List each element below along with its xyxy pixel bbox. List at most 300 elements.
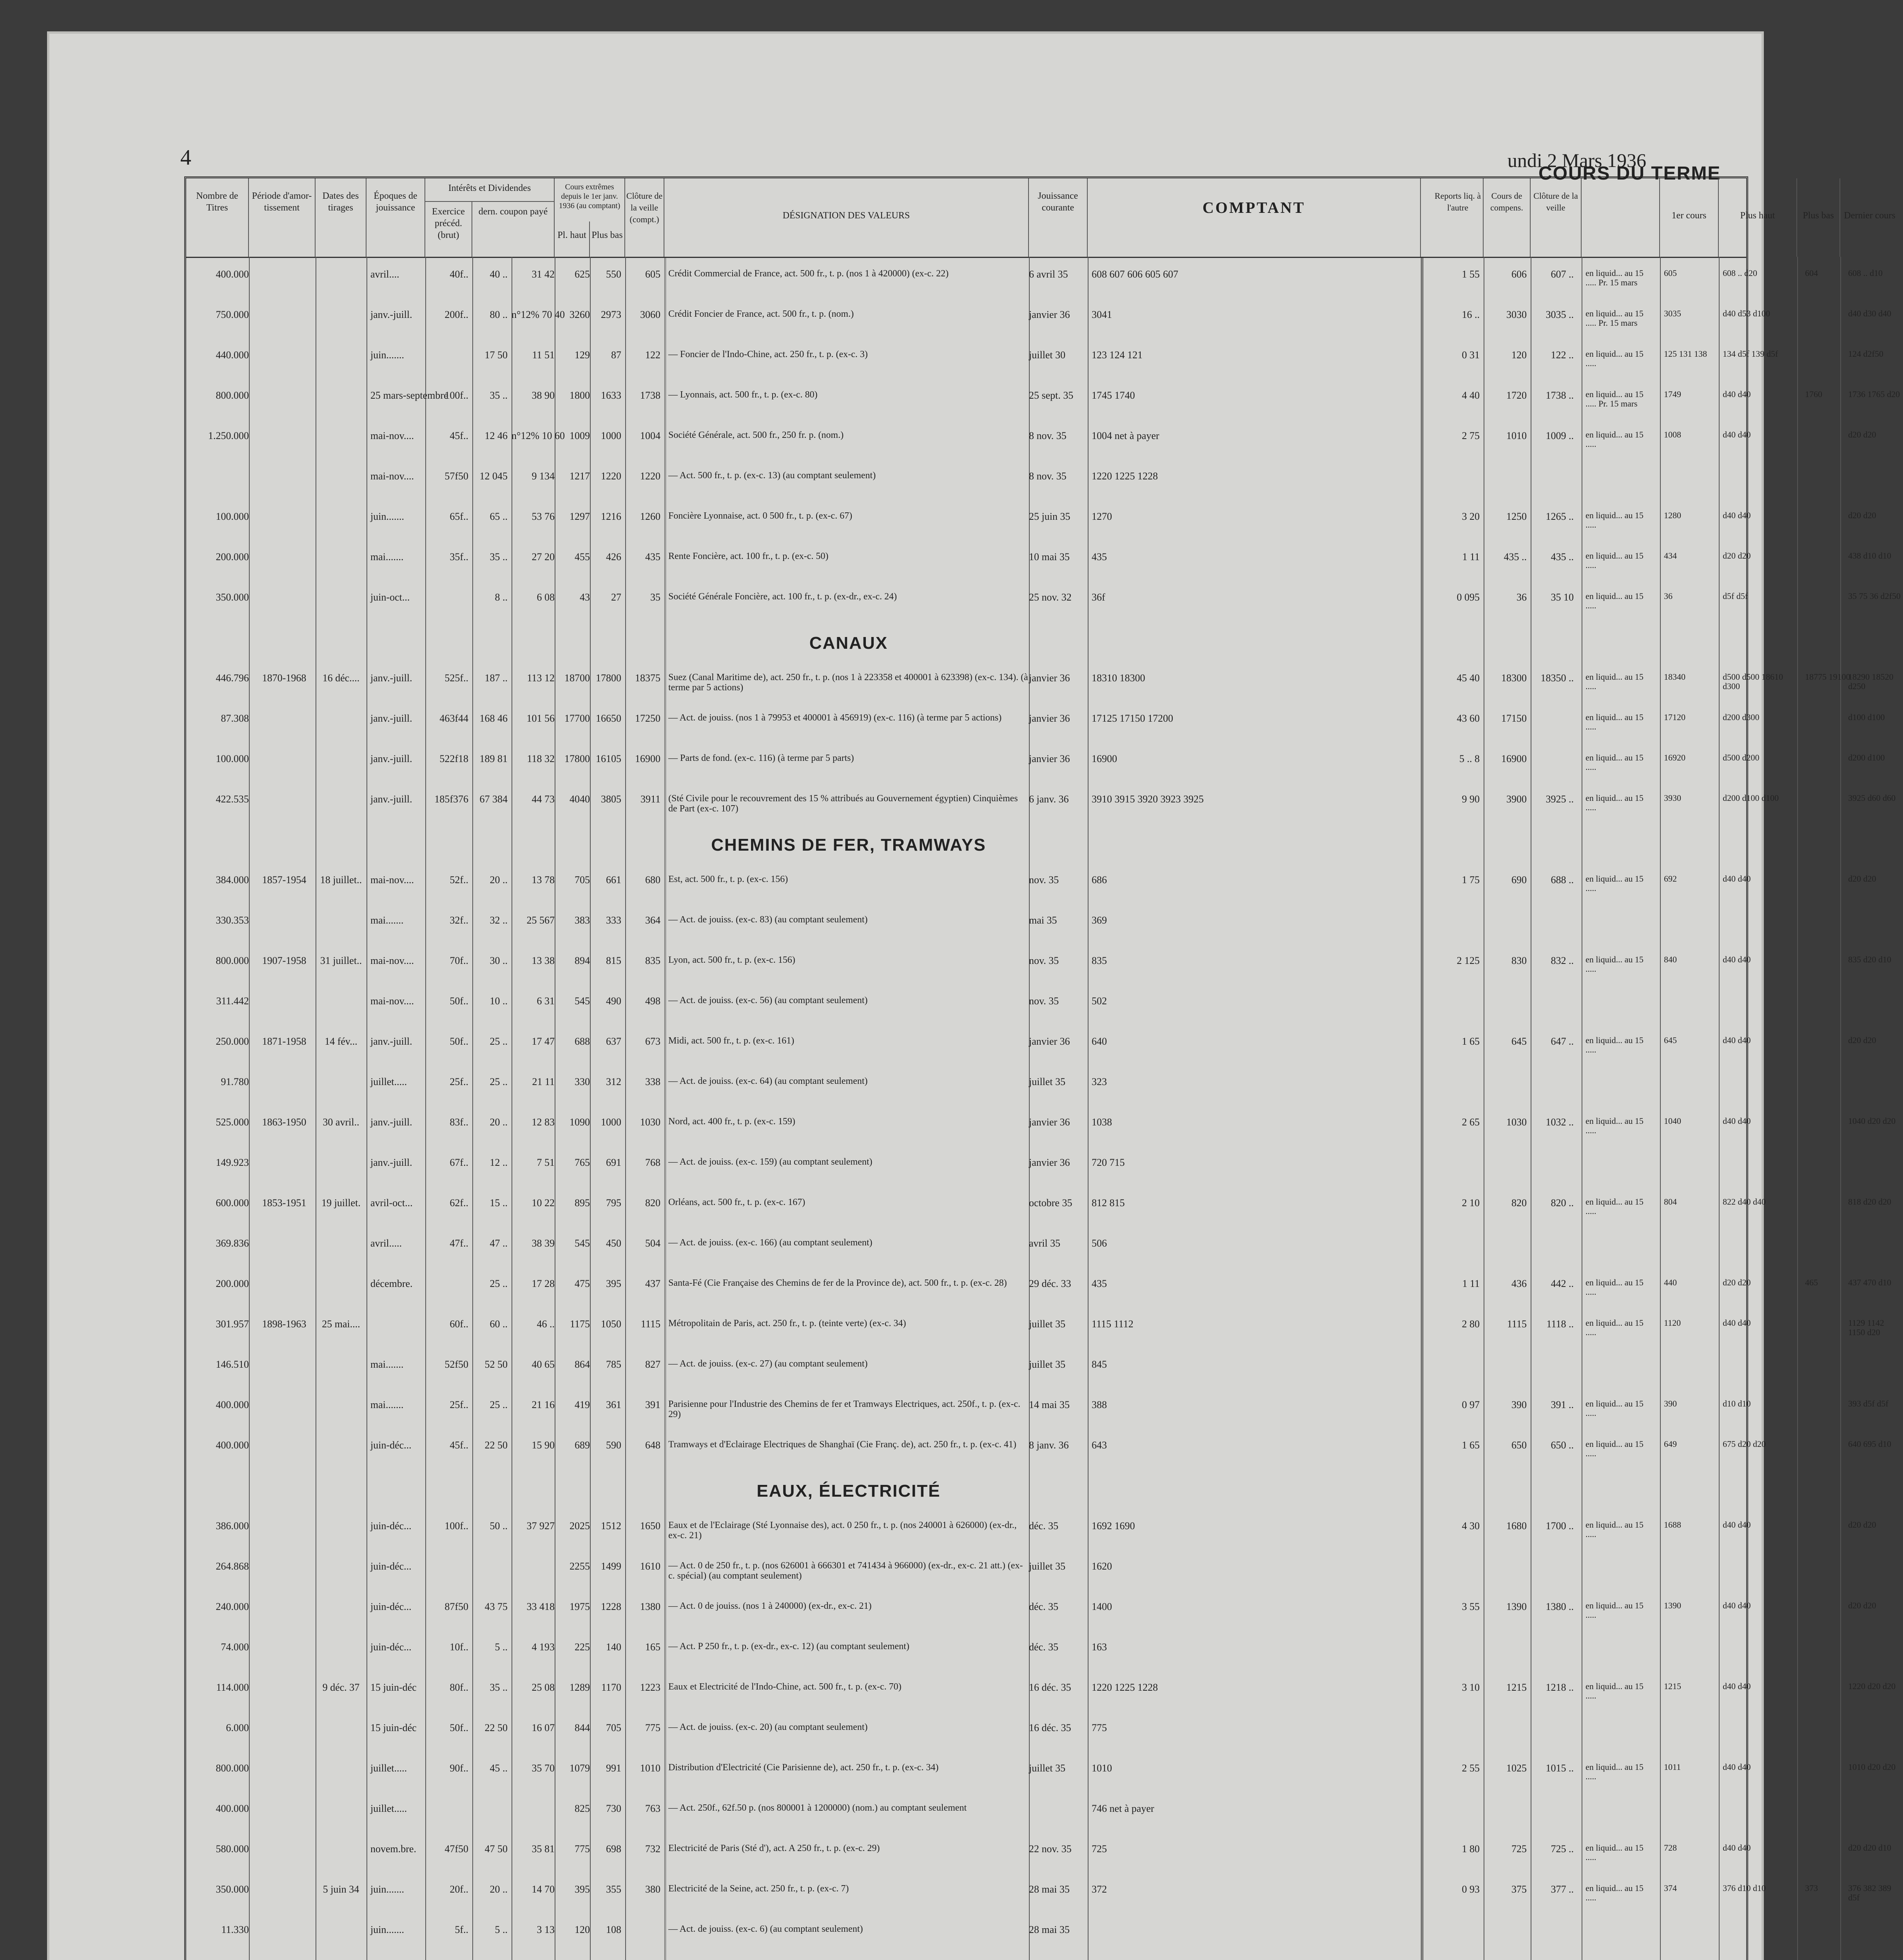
cell-rep: 2 125 bbox=[1457, 955, 1480, 966]
cell-dc: 835 d20 d10 bbox=[1848, 955, 1891, 964]
cell-ph: d40 d40 bbox=[1723, 1843, 1751, 1853]
cell-epo: mai-nov.... bbox=[370, 955, 414, 966]
cell-com: 1115 bbox=[1507, 1318, 1527, 1330]
cell-des: — Act. de jouiss. (ex-c. 166) (au comptant seulement) bbox=[668, 1238, 873, 1248]
cell-hi: 705 bbox=[575, 874, 590, 886]
cell-vei: 832 .. bbox=[1551, 955, 1574, 966]
header-dates: Dates des tirages bbox=[316, 178, 366, 257]
cell-vei: 3035 .. bbox=[1546, 309, 1574, 320]
cell-t1: 1008 bbox=[1664, 430, 1681, 439]
cell-lo: 426 bbox=[606, 551, 621, 563]
cell-brut: 32 .. bbox=[490, 915, 508, 926]
header-pl-haut: Pl. haut bbox=[555, 221, 590, 257]
cell-hi: 775 bbox=[575, 1843, 590, 1855]
cell-net: 10 22 bbox=[532, 1197, 555, 1209]
cell-int: 80f.. bbox=[450, 1682, 468, 1693]
cell-cpt: 835 bbox=[1092, 955, 1107, 966]
cell-int: 87f50 bbox=[444, 1601, 468, 1612]
cell-t1: 18340 bbox=[1664, 672, 1685, 682]
cell-clo: 1115 bbox=[640, 1318, 660, 1330]
cell-cpt: 3041 bbox=[1092, 309, 1112, 320]
cell-com: 375 bbox=[1511, 1884, 1527, 1895]
cell-nom: 114.000 bbox=[216, 1682, 249, 1693]
cell-nom: 400.000 bbox=[216, 1803, 249, 1814]
cell-vei: 1015 .. bbox=[1546, 1762, 1574, 1774]
cell-dc: 608 .. d10 bbox=[1848, 268, 1883, 278]
cell-net: 25 08 bbox=[532, 1682, 555, 1693]
cell-t1: 3035 bbox=[1664, 309, 1681, 318]
table-row bbox=[186, 268, 1883, 309]
cell-int: 20f.. bbox=[450, 1884, 468, 1895]
cell-rep: 1 55 bbox=[1462, 269, 1480, 280]
cell-vei: 1218 .. bbox=[1546, 1682, 1574, 1693]
cell-des: Midi, act. 500 fr., t. p. (ex-c. 161) bbox=[668, 1036, 795, 1046]
cell-com: 36 bbox=[1517, 592, 1527, 603]
cell-com: 3900 bbox=[1506, 793, 1527, 805]
cell-jou: 10 mai 35 bbox=[1029, 551, 1070, 563]
cell-clo: 380 bbox=[645, 1884, 660, 1895]
cell-hi: 43 bbox=[580, 592, 590, 603]
cell-rep: 0 97 bbox=[1462, 1399, 1480, 1410]
cell-dc: 818 d20 d20 bbox=[1848, 1197, 1891, 1207]
cell-lo: 1216 bbox=[601, 511, 621, 522]
cell-des: — Act. 250f., 62f.50 p. (nos 800001 à 1200000) (nom.) au comptant seulement bbox=[668, 1803, 967, 1813]
cell-int: 10f.. bbox=[450, 1641, 468, 1653]
cell-nom: 87.308 bbox=[221, 713, 249, 724]
cell-lo: 1512 bbox=[601, 1520, 621, 1532]
cell-clo: 435 bbox=[645, 551, 660, 563]
cell-brut: 80 .. bbox=[490, 309, 508, 320]
cell-lo: 785 bbox=[606, 1359, 621, 1370]
cell-nom: 1.250.000 bbox=[208, 430, 249, 441]
cell-nom: 240.000 bbox=[216, 1601, 249, 1612]
cell-lo: 1050 bbox=[601, 1318, 621, 1330]
cell-des: — Parts de fond. (ex-c. 116) (à terme par 5 parts) bbox=[668, 753, 854, 763]
cell-ph: d40 d40 bbox=[1723, 1035, 1751, 1045]
cell-lbl: en liquid... au 15 ..... bbox=[1586, 712, 1644, 731]
cell-epo: mai....... bbox=[370, 1359, 404, 1370]
cell-rep: 1 65 bbox=[1462, 1439, 1480, 1451]
cell-vei: 688 .. bbox=[1551, 874, 1574, 886]
cell-des: — Act. de jouiss. (ex-c. 6) (au comptant seulement) bbox=[668, 1924, 863, 1934]
table-row bbox=[186, 1278, 1891, 1318]
cell-hi: 864 bbox=[575, 1359, 590, 1370]
cell-des: Crédit Commercial de France, act. 500 fr., t. p. (nos 1 à 420000) (ex-c. 22) bbox=[668, 269, 949, 279]
cell-int: 100f.. bbox=[444, 390, 468, 401]
cell-hi: 1289 bbox=[570, 1682, 590, 1693]
cell-brut: 60 .. bbox=[490, 1318, 508, 1330]
cell-lbl: en liquid... au 15 ..... bbox=[1586, 1035, 1644, 1054]
cell-com: 17150 bbox=[1501, 713, 1527, 724]
cell-epo: juin-déc... bbox=[370, 1641, 412, 1653]
cell-hi: 688 bbox=[575, 1036, 590, 1047]
cell-brut: 47 50 bbox=[484, 1843, 508, 1855]
cell-clo: 35 bbox=[650, 592, 660, 603]
cell-cpt: 643 bbox=[1092, 1439, 1107, 1451]
cell-vei: 647 .. bbox=[1551, 1036, 1574, 1047]
cell-net: 12 83 bbox=[532, 1116, 555, 1128]
cell-vei: 1700 .. bbox=[1546, 1520, 1574, 1532]
header-jouissance: Jouissance courante bbox=[1029, 178, 1088, 257]
cell-dc: 3925 d60 d60 bbox=[1848, 793, 1896, 803]
newspaper-page bbox=[47, 31, 1901, 1960]
cell-vei: 3925 .. bbox=[1546, 793, 1574, 805]
cell-cpt: 372 bbox=[1092, 1884, 1107, 1895]
cell-com: 436 bbox=[1511, 1278, 1527, 1289]
cell-lo: 140 bbox=[606, 1641, 621, 1653]
cell-brut: 12 045 bbox=[479, 470, 508, 482]
cell-des: Nord, act. 400 fr., t. p. (ex-c. 159) bbox=[668, 1116, 795, 1127]
table-row bbox=[186, 753, 1885, 793]
cell-dc: 1129 1142 1150 d20 bbox=[1848, 1318, 1884, 1337]
cell-net: 38 90 bbox=[532, 390, 555, 401]
cell-t1: 125 131 138 bbox=[1664, 349, 1707, 359]
cell-hi: 17800 bbox=[564, 753, 590, 764]
cell-brut: 43 75 bbox=[484, 1601, 508, 1612]
cell-lbl: en liquid... au 15 ..... bbox=[1586, 1116, 1644, 1135]
cell-hi: 545 bbox=[575, 1238, 590, 1249]
cell-cpt: 720 715 bbox=[1092, 1157, 1125, 1168]
cell-net: 13 38 bbox=[532, 955, 555, 966]
cell-epo: janv.-juill. bbox=[370, 713, 412, 724]
cell-int: 32f.. bbox=[450, 915, 468, 926]
cell-t1: 1040 bbox=[1664, 1116, 1681, 1126]
cell-dc: 393 d5f d5f bbox=[1848, 1399, 1888, 1408]
cell-lbl: en liquid... au 15 ..... bbox=[1586, 1681, 1644, 1700]
rule bbox=[1840, 257, 1841, 1960]
cell-des: Electricité de la Seine, act. 250 fr., t. p. (ex-c. 7) bbox=[668, 1884, 849, 1894]
cell-lo: 1170 bbox=[601, 1682, 621, 1693]
table-row bbox=[186, 1035, 1876, 1076]
cell-clo: 732 bbox=[645, 1843, 660, 1855]
cell-ph: d40 d40 bbox=[1723, 510, 1751, 520]
cell-epo: juillet..... bbox=[370, 1076, 407, 1087]
cell-dat: 31 juillet.. bbox=[320, 955, 362, 966]
cell-int: 45f.. bbox=[450, 1439, 468, 1451]
cell-hi: 1079 bbox=[570, 1762, 590, 1774]
cell-lo: 450 bbox=[606, 1238, 621, 1249]
cell-jou: janvier 36 bbox=[1029, 753, 1070, 764]
cell-int: 83f.. bbox=[450, 1116, 468, 1128]
table-row bbox=[186, 591, 1901, 632]
table-row bbox=[186, 874, 1876, 915]
cell-cpt: 1038 bbox=[1092, 1116, 1112, 1128]
cell-ph: d40 d40 bbox=[1723, 1762, 1751, 1772]
table-row bbox=[186, 712, 1885, 753]
cell-epo: mai....... bbox=[370, 1399, 404, 1410]
cell-rep: 0 31 bbox=[1462, 349, 1480, 361]
cell-lbl: en liquid... au 15 ..... bbox=[1586, 1843, 1644, 1862]
cell-per: 1857-1954 bbox=[262, 874, 307, 886]
cell-epo: janv.-juill. bbox=[370, 1036, 412, 1047]
cell-des: Suez (Canal Maritime de), act. 250 fr., t. p. (nos 1 à 223358 et 400001 à 623398) (ex-c. 134). (à terme par 5 actions) bbox=[668, 672, 1028, 693]
cell-lo: 590 bbox=[606, 1439, 621, 1451]
cell-lbl: en liquid... au 15 ..... bbox=[1586, 1883, 1644, 1902]
cell-epo: juin....... bbox=[370, 511, 404, 522]
cours-du-terme-title: COURS DU TERME bbox=[1538, 163, 1721, 184]
cell-ph: d500 d200 bbox=[1723, 753, 1760, 762]
cell-epo: mai....... bbox=[370, 551, 404, 563]
cell-lo: 1633 bbox=[601, 390, 621, 401]
cell-brut: 168 46 bbox=[479, 713, 508, 724]
cell-dc: 35 75 36 d2f50 bbox=[1848, 591, 1901, 601]
cell-dc: d40 d30 d40 bbox=[1848, 309, 1891, 318]
cell-nom: 330.353 bbox=[216, 915, 249, 926]
cell-clo: 165 bbox=[645, 1641, 660, 1653]
cell-jou: 29 déc. 33 bbox=[1029, 1278, 1071, 1289]
cell-jou: juillet 35 bbox=[1029, 1076, 1066, 1087]
cell-dat: 30 avril.. bbox=[323, 1116, 359, 1128]
cell-brut: 35 .. bbox=[490, 551, 508, 563]
cell-clo: 648 bbox=[645, 1439, 660, 1451]
cell-brut: 35 .. bbox=[490, 390, 508, 401]
cell-net: 13 78 bbox=[532, 874, 555, 886]
cell-dc: d20 d20 bbox=[1848, 510, 1876, 520]
table-row bbox=[186, 1561, 1746, 1601]
cell-vei: 1738 .. bbox=[1546, 390, 1574, 401]
table-row bbox=[186, 793, 1896, 834]
cell-net: 27 20 bbox=[532, 551, 555, 563]
cell-lbl: en liquid... au 15 ..... bbox=[1586, 1197, 1644, 1216]
cell-jou: 22 nov. 35 bbox=[1029, 1843, 1072, 1855]
cell-lbl: en liquid... au 15 ..... bbox=[1586, 591, 1644, 610]
cell-nom: 6.000 bbox=[226, 1722, 249, 1733]
cell-hi: 895 bbox=[575, 1197, 590, 1209]
cell-clo: 437 bbox=[645, 1278, 660, 1289]
cell-cpt: 323 bbox=[1092, 1076, 1107, 1087]
cell-hi: 1975 bbox=[570, 1601, 590, 1612]
cell-des: — Act. de jouiss. (ex-c. 27) (au comptant seulement) bbox=[668, 1359, 868, 1369]
cell-t1: 728 bbox=[1664, 1843, 1677, 1853]
cell-clo: 1610 bbox=[640, 1561, 660, 1572]
cell-jou: janvier 36 bbox=[1029, 1116, 1070, 1128]
cell-int: 50f.. bbox=[450, 1036, 468, 1047]
cell-lo: 1000 bbox=[601, 1116, 621, 1128]
cell-pb: 465 bbox=[1805, 1278, 1818, 1287]
cell-dc: 437 470 d10 bbox=[1848, 1278, 1891, 1287]
cell-int: 50f.. bbox=[450, 1722, 468, 1733]
cell-hi: 1800 bbox=[570, 390, 590, 401]
cell-cpt: 686 bbox=[1092, 874, 1107, 886]
table-row bbox=[186, 389, 1900, 430]
cell-ph: d40 d40 bbox=[1723, 1601, 1751, 1610]
cell-lo: 795 bbox=[606, 1197, 621, 1209]
cell-epo: mai-nov.... bbox=[370, 874, 414, 886]
cell-dc: 124 d2f50 bbox=[1848, 349, 1883, 359]
cell-vei: 725 .. bbox=[1551, 1843, 1574, 1855]
cell-int: 200f.. bbox=[444, 309, 468, 320]
cell-rep: 4 40 bbox=[1462, 390, 1480, 401]
cell-ph: 675 d20 d20 bbox=[1723, 1439, 1766, 1449]
cell-des: — Act. 500 fr., t. p. (ex-c. 13) (au comptant seulement) bbox=[668, 470, 876, 481]
cell-nom: 525.000 bbox=[216, 1116, 249, 1128]
cell-lbl: en liquid... au 15 ..... bbox=[1586, 672, 1644, 691]
table-row bbox=[186, 430, 1876, 470]
cell-des: — Act. de jouiss. (ex-c. 159) (au comptant seulement) bbox=[668, 1157, 873, 1167]
cell-vei: 820 .. bbox=[1551, 1197, 1574, 1209]
cell-des: Electricité de Paris (Sté d'), act. A 250 fr., t. p. (ex-c. 29) bbox=[668, 1843, 880, 1853]
cell-cpt: 1692 1690 bbox=[1092, 1520, 1135, 1532]
cell-brut: 52 50 bbox=[484, 1359, 508, 1370]
cell-t1: 1011 bbox=[1664, 1762, 1681, 1772]
cell-int: 50f.. bbox=[450, 995, 468, 1007]
cell-cpt: 502 bbox=[1092, 995, 1107, 1007]
cell-nom: 384.000 bbox=[216, 874, 249, 886]
cell-rep: 16 .. bbox=[1462, 309, 1480, 320]
cell-lbl: en liquid... au 15 ..... bbox=[1586, 1601, 1644, 1620]
cell-t1: 804 bbox=[1664, 1197, 1677, 1207]
cell-jou: déc. 35 bbox=[1029, 1601, 1059, 1612]
cell-lo: 3805 bbox=[601, 793, 621, 805]
cell-com: 3030 bbox=[1506, 309, 1527, 320]
table-row bbox=[186, 1076, 1746, 1116]
table-row bbox=[186, 1399, 1888, 1439]
cell-jou: 8 nov. 35 bbox=[1029, 470, 1067, 482]
header-exercice: Exercice précéd. (brut) bbox=[425, 202, 472, 257]
cell-ph: 134 d5f 139 d5f bbox=[1723, 349, 1778, 359]
cell-nom: 250.000 bbox=[216, 1036, 249, 1047]
cell-jou: nov. 35 bbox=[1029, 995, 1059, 1007]
header-premier-cours: 1er cours bbox=[1660, 178, 1719, 257]
table-row bbox=[186, 1762, 1896, 1803]
table-row bbox=[186, 915, 1746, 955]
page-number: 4 bbox=[180, 145, 191, 170]
cell-clo: 1223 bbox=[640, 1682, 660, 1693]
header-comptant: COMPTANT bbox=[1088, 178, 1421, 257]
cell-hi: 225 bbox=[575, 1641, 590, 1653]
cell-rep: 43 60 bbox=[1457, 713, 1480, 724]
cell-jou: janvier 36 bbox=[1029, 309, 1070, 320]
cell-vei: 607 .. bbox=[1551, 269, 1574, 280]
cell-epo: janv.-juill. bbox=[370, 793, 412, 805]
cell-hi: 1090 bbox=[570, 1116, 590, 1128]
cell-net: 17 28 bbox=[532, 1278, 555, 1289]
cell-lbl: en liquid... au 15 ..... Pr. 15 mars bbox=[1586, 389, 1644, 408]
cell-dc: 1010 d20 d20 bbox=[1848, 1762, 1896, 1772]
cell-lbl: en liquid... au 15 ..... bbox=[1586, 1520, 1644, 1539]
cell-cpt: 1220 1225 1228 bbox=[1092, 470, 1158, 482]
cell-t1: 3930 bbox=[1664, 793, 1681, 803]
cell-rep: 0 93 bbox=[1462, 1884, 1480, 1895]
cell-net: 21 16 bbox=[532, 1399, 555, 1410]
cell-brut: 30 .. bbox=[490, 955, 508, 966]
cell-lo: 395 bbox=[606, 1278, 621, 1289]
cell-epo: juin....... bbox=[370, 349, 404, 361]
cell-net: 21 11 bbox=[532, 1076, 555, 1087]
cell-cpt: 1620 bbox=[1092, 1561, 1112, 1572]
cell-dc: 1220 d20 d20 bbox=[1848, 1681, 1896, 1691]
cell-jou: déc. 35 bbox=[1029, 1520, 1059, 1532]
cell-dc: 640 695 d10 bbox=[1848, 1439, 1891, 1449]
cell-clo: 768 bbox=[645, 1157, 660, 1168]
cell-int: 47f.. bbox=[450, 1238, 468, 1249]
section-title: EAUX, ÉLECTRICITÉ bbox=[756, 1481, 941, 1501]
cell-hi: 17700 bbox=[564, 713, 590, 724]
cell-brut: 40 .. bbox=[490, 269, 508, 280]
cell-clo: 16900 bbox=[635, 753, 660, 764]
cell-com: 1025 bbox=[1506, 1762, 1527, 1774]
cell-lbl: en liquid... au 15 ..... bbox=[1586, 955, 1644, 974]
cell-rep: 2 65 bbox=[1462, 1116, 1480, 1128]
quotation-table bbox=[184, 163, 1901, 1960]
cell-int: 185f376 bbox=[434, 793, 468, 805]
cell-net: 3 13 bbox=[537, 1924, 555, 1935]
cell-des: Société Générale, act. 500 fr., 250 fr. p. (nom.) bbox=[668, 430, 844, 440]
cell-brut: 187 .. bbox=[484, 672, 508, 684]
cell-des: Orléans, act. 500 fr., t. p. (ex-c. 167) bbox=[668, 1197, 805, 1207]
cell-nom: 369.836 bbox=[216, 1238, 249, 1249]
cell-vei: 650 .. bbox=[1551, 1439, 1574, 1451]
cell-rep: 9 90 bbox=[1462, 793, 1480, 805]
cell-jou: déc. 35 bbox=[1029, 1641, 1059, 1653]
cell-cpt: 123 124 121 bbox=[1092, 349, 1143, 361]
cell-cpt: 16900 bbox=[1092, 753, 1117, 764]
table-row bbox=[186, 1924, 1746, 1960]
cell-net: 35 81 bbox=[532, 1843, 555, 1855]
header-cloture-veille: Clôture de la veille bbox=[1531, 178, 1582, 257]
cell-lo: 691 bbox=[606, 1157, 621, 1168]
cell-lbl: en liquid... au 15 ..... Pr. 15 mars bbox=[1586, 309, 1644, 328]
cell-ph: d40 d40 bbox=[1723, 1116, 1751, 1126]
cell-vei: 391 .. bbox=[1551, 1399, 1574, 1410]
cell-clo: 1010 bbox=[640, 1762, 660, 1774]
cell-clo: 364 bbox=[645, 915, 660, 926]
table-row bbox=[186, 349, 1883, 390]
cell-des: — Act. P 250 fr., t. p. (ex-dr., ex-c. 12) (au comptant seulement) bbox=[668, 1641, 909, 1651]
cell-cpt: 435 bbox=[1092, 1278, 1107, 1289]
cell-dc: d20 d20 bbox=[1848, 874, 1876, 884]
cell-net: 15 90 bbox=[532, 1439, 555, 1451]
cell-hi: 4040 bbox=[570, 793, 590, 805]
cell-epo: janv.-juill. bbox=[370, 672, 412, 684]
cell-com: 725 bbox=[1511, 1843, 1527, 1855]
cell-cpt: 1745 1740 bbox=[1092, 390, 1135, 401]
cell-per: 1863-1950 bbox=[262, 1116, 307, 1128]
cell-brut: 25 .. bbox=[490, 1399, 508, 1410]
cell-clo: 18375 bbox=[635, 672, 660, 684]
cell-jou: 6 janv. 36 bbox=[1029, 793, 1069, 805]
cell-int: 45f.. bbox=[450, 430, 468, 441]
cell-dc: 18290 18520 d250 bbox=[1848, 672, 1894, 691]
cell-int: 65f.. bbox=[450, 511, 468, 522]
table-row bbox=[186, 1641, 1746, 1682]
cell-jou: avril 35 bbox=[1029, 1238, 1061, 1249]
cell-dat: 14 fév... bbox=[325, 1036, 357, 1047]
table-row bbox=[186, 1439, 1891, 1480]
cell-com: 16900 bbox=[1501, 753, 1527, 764]
cell-rep: 1 11 bbox=[1462, 1278, 1480, 1289]
cell-pb: 604 bbox=[1805, 268, 1818, 278]
cell-epo: juin-déc... bbox=[370, 1601, 412, 1612]
cell-nom: 149.923 bbox=[216, 1157, 249, 1168]
cell-epo: 15 juin-déc bbox=[370, 1682, 417, 1693]
cell-lo: 333 bbox=[606, 915, 621, 926]
cell-com: 1010 bbox=[1506, 430, 1527, 441]
cell-lo: 361 bbox=[606, 1399, 621, 1410]
cell-des: — Act. de jouiss. (ex-c. 64) (au comptant seulement) bbox=[668, 1076, 868, 1086]
cell-des: Est, act. 500 fr., t. p. (ex-c. 156) bbox=[668, 874, 788, 884]
cell-clo: 3911 bbox=[640, 793, 660, 805]
header-cloture: Clôture de la veille (compt.) bbox=[625, 178, 664, 257]
cell-ph: d20 d20 bbox=[1723, 1278, 1751, 1287]
cell-ph: d200 d100 d100 bbox=[1723, 793, 1779, 803]
cell-brut: 67 384 bbox=[479, 793, 508, 805]
cell-dc: d20 d20 bbox=[1848, 1035, 1876, 1045]
cell-jou: janvier 36 bbox=[1029, 1157, 1070, 1168]
cell-ph: d40 d40 bbox=[1723, 389, 1751, 399]
cell-brut: 25 .. bbox=[490, 1036, 508, 1047]
section-title: CHEMINS DE FER, TRAMWAYS bbox=[711, 835, 986, 855]
